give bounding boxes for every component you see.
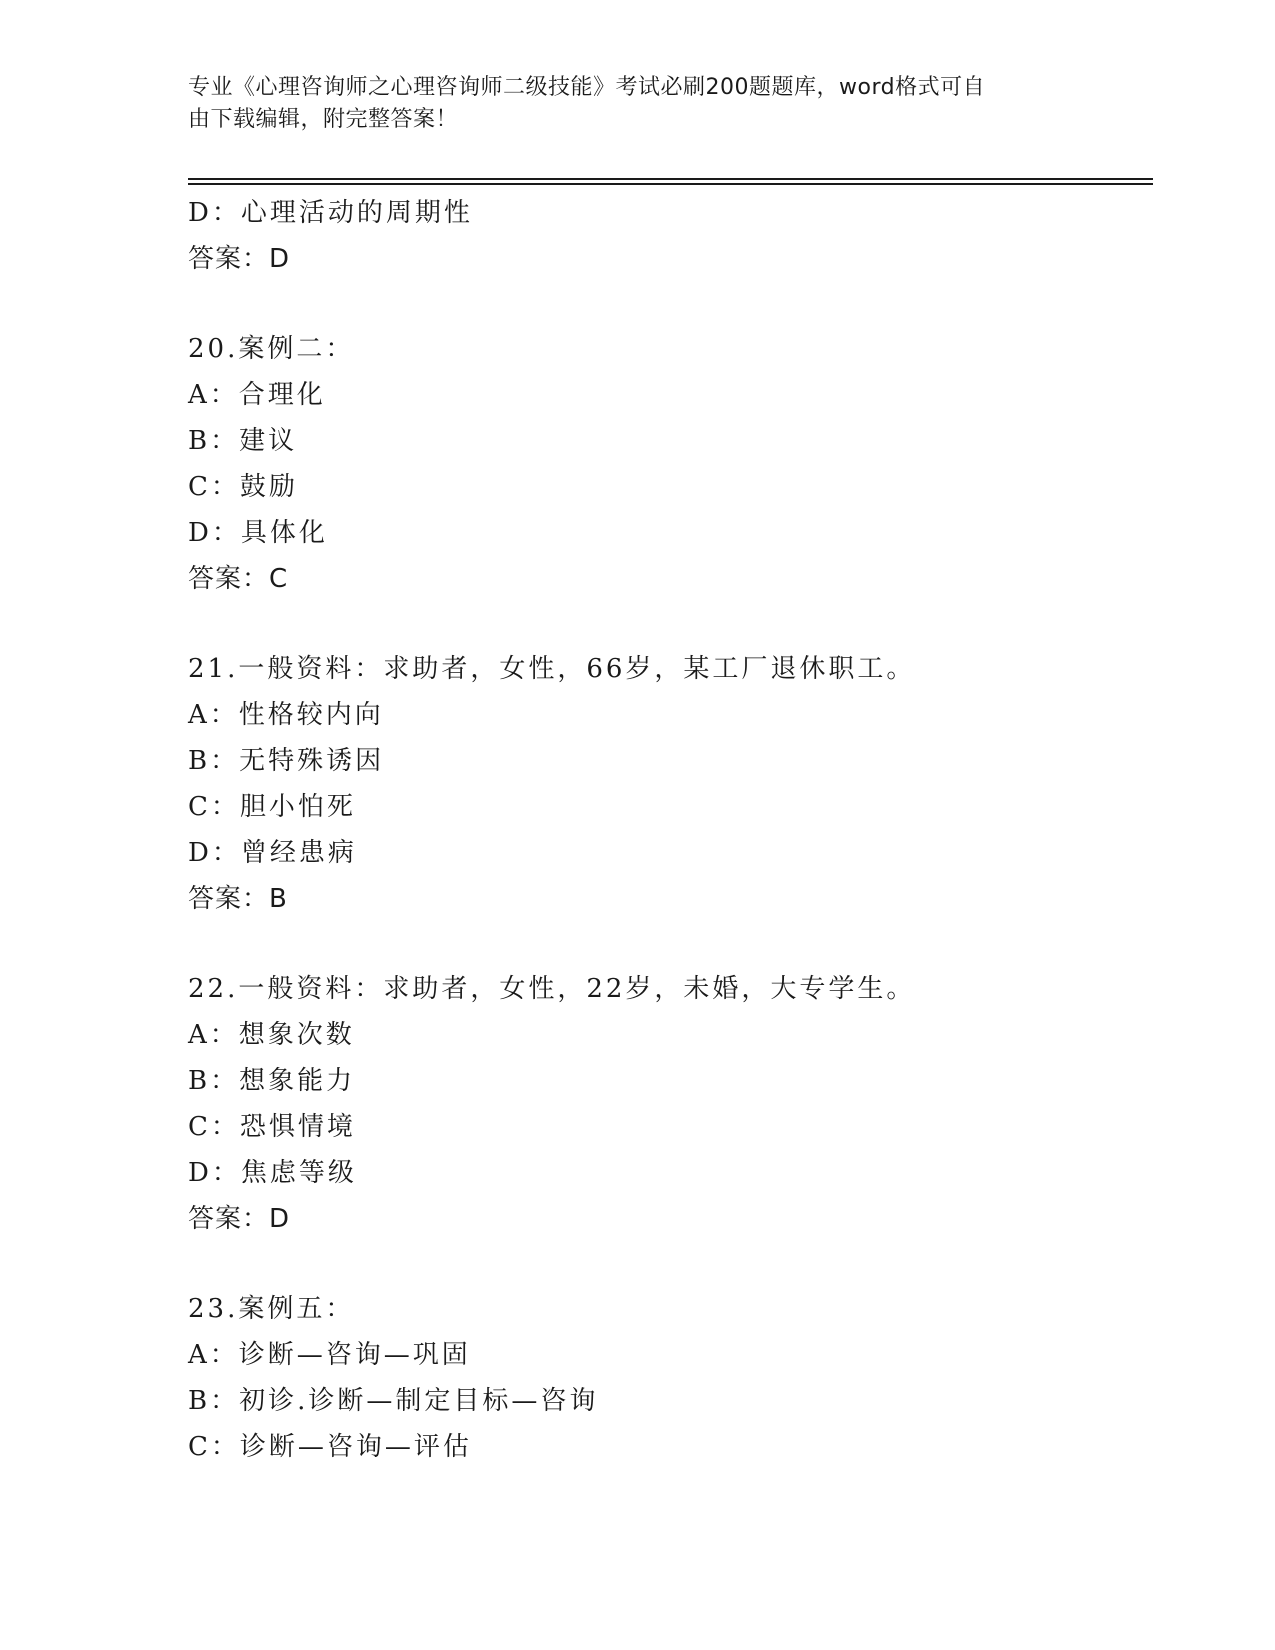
option-d: D：曾经患病 — [188, 838, 357, 868]
option-d: D：焦虑等级 — [188, 1158, 357, 1188]
question-20 — [188, 326, 1148, 602]
document-header — [188, 72, 1068, 136]
question-prev — [188, 190, 1148, 282]
option-c: C：胆小怕死 — [188, 792, 356, 822]
header-divider-top — [188, 178, 1153, 180]
option-a: A：合理化 — [188, 380, 326, 410]
header-divider-bottom — [188, 183, 1153, 185]
question-stem: 20.案例二： — [188, 334, 355, 364]
answer: 答案：D — [188, 244, 291, 274]
option-d: D：具体化 — [188, 518, 328, 548]
question-21 — [188, 646, 1148, 922]
question-list — [188, 190, 1148, 1470]
question-22 — [188, 966, 1148, 1242]
option-a: A：想象次数 — [188, 1020, 355, 1050]
option-b: B：无特殊诱因 — [188, 746, 385, 776]
question-23 — [188, 1286, 1148, 1470]
option-c: C：恐惧情境 — [188, 1112, 356, 1142]
option-a: A：诊断—咨询—巩固 — [188, 1340, 471, 1370]
question-stem: 23.案例五： — [188, 1294, 355, 1324]
answer: 答案：C — [188, 564, 289, 594]
question-stem: 21.一般资料：求助者，女性，66岁，某工厂退休职工。 — [188, 654, 916, 684]
header-line-1: 专业《心理咨询师之心理咨询师二级技能》考试必刷200题题库，word格式可自 — [188, 75, 986, 100]
answer: 答案：B — [188, 884, 288, 914]
option-d: D：心理活动的周期性 — [188, 198, 473, 228]
option-c: C：鼓励 — [188, 472, 298, 502]
header-line-2: 由下载编辑，附完整答案！ — [188, 107, 459, 132]
option-b: B：初诊.诊断—制定目标—咨询 — [188, 1386, 599, 1416]
option-a: A：性格较内向 — [188, 700, 384, 730]
question-stem: 22.一般资料：求助者，女性，22岁，未婚，大专学生。 — [188, 974, 916, 1004]
option-b: B：想象能力 — [188, 1066, 356, 1096]
answer: 答案：D — [188, 1204, 291, 1234]
option-c: C：诊断—咨询—评估 — [188, 1432, 472, 1462]
option-b: B：建议 — [188, 426, 298, 456]
